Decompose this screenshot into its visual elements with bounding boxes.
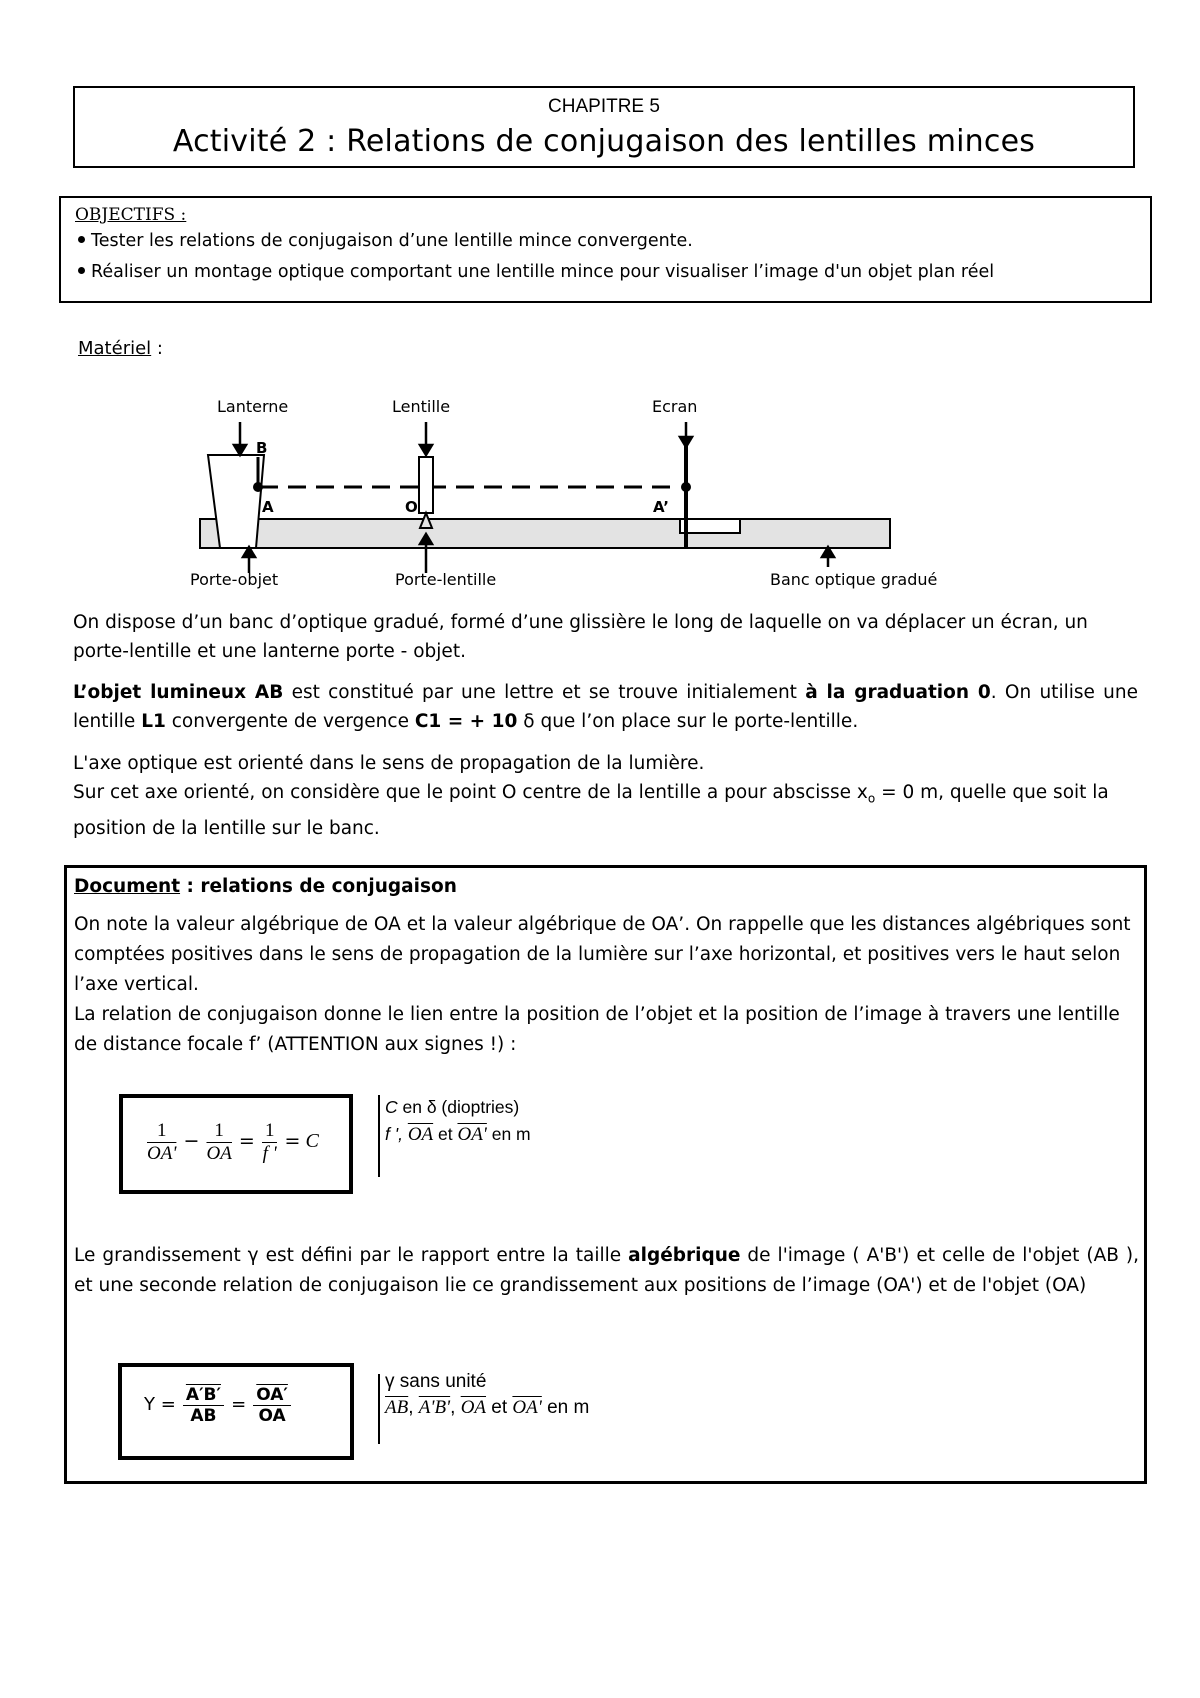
note-bar (378, 1095, 380, 1177)
screen-slider (680, 519, 740, 533)
objective-item: Tester les relations de conjugaison d’une lentille mince convergente. (75, 226, 1136, 257)
document-paragraph-1: On note la valeur algébrique de OA et la valeur algébrique de OA’. On rappelle que les distances algébriques sont comptées positives dans le sens de propagation de la lumière sur l’axe horizontal, et positives vers le haut selon l’axe vertical. (74, 914, 1131, 995)
ecran-label: Ecran (652, 397, 698, 416)
material-label: Matériel : (78, 338, 163, 359)
lentille-label: Lentille (392, 397, 451, 416)
objective-item: Réaliser un montage optique comportant une lentille mince pour visualiser l’image d'un objet plan réel (75, 257, 1136, 288)
header-box (73, 86, 1135, 168)
objectives-box (59, 196, 1152, 303)
document-paragraph-2: La relation de conjugaison donne le lien entre la position de l’objet et la position de l’image à travers une lentille de distance focale f’ (ATTENTION aux signes !) : (74, 1004, 1120, 1055)
porte-lentille-label: Porte-lentille (395, 570, 497, 589)
note-bar (378, 1374, 380, 1444)
magnification-formula-box (118, 1363, 354, 1460)
chapter-label: CHAPITRE 5 (548, 96, 660, 117)
units-note-1: C en δ (dioptries) f ', $\overline{OA}$ et OA' en m (385, 1097, 531, 1145)
point-a-label: A (262, 498, 274, 516)
document-title: Document : relations de conjugaison (74, 876, 457, 897)
point-a (253, 482, 263, 492)
porte-objet-label: Porte-objet (190, 570, 279, 589)
lanterne-label: Lanterne (217, 397, 289, 416)
intro-paragraph-1: On dispose d’un banc d’optique gradué, formé d’une glissière le long de laquelle on va déplacer un écran, un porte-lentille et une lanterne porte - objet. (73, 612, 1088, 662)
lens (419, 457, 433, 513)
point-o-label: O (405, 498, 418, 516)
document-paragraph-3: Le grandissement γ est défini par le rapport entre la taille algébrique de l'image ( A'B') et celle de l'objet (AB ), et une seconde relation de conjugaison lie ce grandissement aux positions de l’image (OA') et de l'objet (OA) (74, 1245, 1140, 1296)
objectives-title: OBJECTIFS : (75, 205, 187, 225)
point-a-prime-label: A’ (653, 498, 669, 516)
conjugation-formula: $\frac{1}{OA'}$ − $\frac{1}{OA}$ = $\frac{1}{f '}$ = C (147, 1120, 319, 1164)
document-box (64, 865, 1147, 1484)
conjugation-formula-box (119, 1094, 353, 1194)
intro-paragraph-2: L’objet lumineux AB est constitué par une lettre et se trouve initialement à la graduation 0. On utilise une lentille L1 convergente de vergence C1 = + 10 δ que l’on place sur le porte-lentille. (73, 682, 1138, 732)
bullet-icon (78, 267, 85, 274)
optical-bench (200, 519, 890, 548)
page-title: Activité 2 : Relations de conjugaison des lentilles minces (172, 124, 1036, 159)
banc-label: Banc optique gradué (770, 570, 938, 589)
optical-bench-diagram (180, 395, 938, 600)
point-b-label: B (256, 439, 268, 457)
bullet-icon (78, 236, 85, 243)
intro-paragraph-3: L'axe optique est orienté dans le sens de propagation de la lumière. Sur cet axe orienté, on considère que le point O centre de la lentille a pour abscisse $x_o = 0$ m, quelle que soit la position de la lentille sur le banc. (73, 753, 1109, 839)
magnification-formula: Υ = $\frac{A'B'}{AB}$ = $\frac{OA'}{OA}$ (144, 1385, 293, 1426)
point-a-prime (681, 482, 691, 492)
units-note-2: γ sans unité $\overline{AB}$, A'B', $\overline{OA}$ et OA' en m (385, 1371, 590, 1418)
